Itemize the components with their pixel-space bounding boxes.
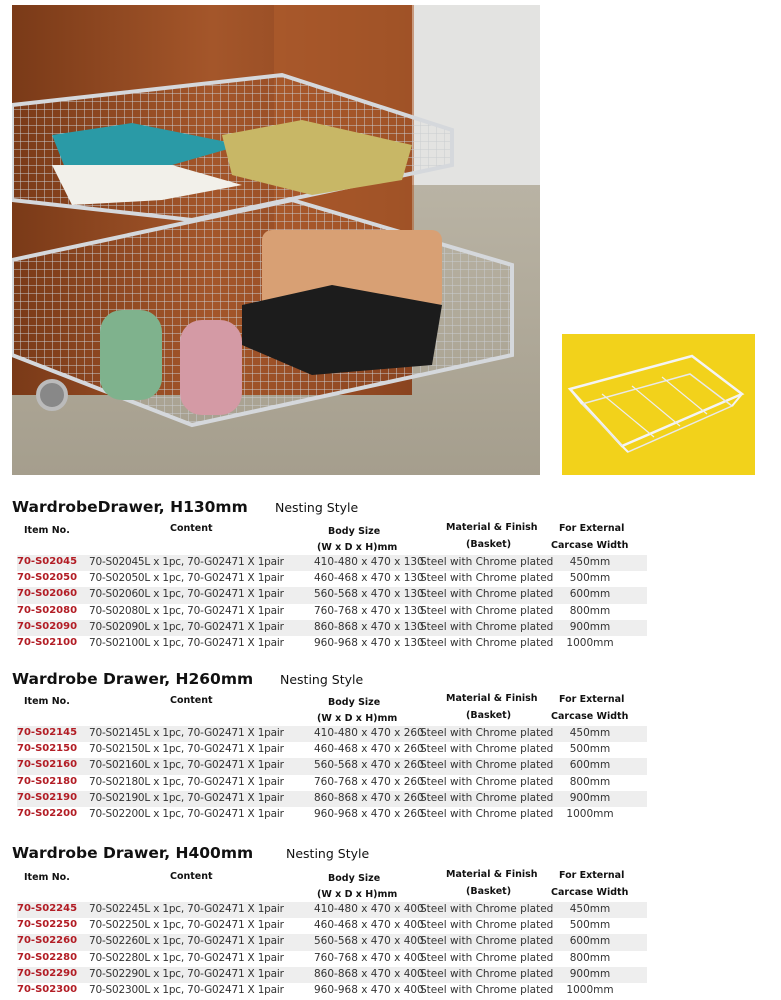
- item-no: 70-S02300: [17, 983, 78, 995]
- content-cell: 70-S02245L x 1pc, 70-G02471 X 1pair: [89, 903, 284, 915]
- header-item: Item No.: [24, 872, 70, 883]
- header-content: Content: [170, 871, 213, 882]
- item-no: 70-S02245: [17, 903, 78, 914]
- size-cell: 410-480 x 470 x 130: [314, 556, 424, 568]
- table-row: [17, 902, 647, 918]
- item-no: 70-S02280: [17, 951, 78, 963]
- item-no: 70-S02045: [17, 556, 78, 567]
- width-cell: 800mm: [569, 775, 611, 788]
- item-no: 70-S02060: [17, 588, 78, 600]
- content-cell: 70-S02080L x 1pc, 70-G02471 X 1pair: [89, 604, 284, 617]
- width-cell: 900mm: [569, 791, 611, 804]
- material-cell: Steel with Chrome plated: [420, 743, 554, 756]
- header-width-1: For External: [559, 694, 625, 705]
- width-cell: 600mm: [569, 935, 611, 948]
- material-cell: Steel with Chrome plated: [420, 919, 554, 932]
- item-no: 70-S02190: [17, 791, 78, 803]
- table-row: [17, 758, 647, 774]
- item-no: 70-S02100: [17, 636, 78, 648]
- content-cell: 70-S02150L x 1pc, 70-G02471 X 1pair: [89, 743, 284, 756]
- content-cell: 70-S02060L x 1pc, 70-G02471 X 1pair: [89, 588, 284, 601]
- table-row: [17, 620, 647, 636]
- width-cell: 900mm: [569, 620, 611, 633]
- header-material-2: (Basket): [466, 886, 512, 897]
- section-subtitle: Nesting Style: [280, 672, 364, 687]
- content-cell: 70-S02190L x 1pc, 70-G02471 X 1pair: [89, 791, 284, 804]
- width-cell: 900mm: [569, 967, 611, 980]
- content-cell: 70-S02250L x 1pc, 70-G02471 X 1pair: [89, 919, 284, 932]
- header-width-2: Carcase Width: [551, 711, 629, 722]
- content-cell: 70-S02045L x 1pc, 70-G02471 X 1pair: [89, 556, 284, 568]
- material-cell: Steel with Chrome plated: [420, 903, 554, 915]
- width-cell: 500mm: [569, 743, 611, 756]
- width-cell: 500mm: [569, 919, 611, 932]
- header-item: Item No.: [24, 525, 70, 536]
- content-cell: 70-S02090L x 1pc, 70-G02471 X 1pair: [89, 620, 284, 633]
- size-cell: 860-868 x 470 x 130: [314, 620, 424, 633]
- item-no: 70-S02250: [17, 919, 78, 931]
- wire-basket-illustration: [562, 334, 755, 475]
- width-cell: 450mm: [569, 556, 611, 568]
- content-cell: 70-S02290L x 1pc, 70-G02471 X 1pair: [89, 967, 284, 980]
- table-row: [17, 742, 647, 758]
- width-cell: 1000mm: [566, 983, 614, 996]
- section-title: Wardrobe Drawer, H400mm: [12, 844, 254, 862]
- content-cell: 70-S02050L x 1pc, 70-G02471 X 1pair: [89, 572, 284, 585]
- item-no: 70-S02200: [17, 807, 78, 819]
- table-row: [17, 636, 647, 652]
- content-cell: 70-S02280L x 1pc, 70-G02471 X 1pair: [89, 951, 284, 964]
- material-cell: Steel with Chrome plated: [420, 556, 554, 568]
- table-row: [17, 934, 647, 950]
- material-cell: Steel with Chrome plated: [420, 636, 554, 649]
- material-cell: Steel with Chrome plated: [420, 759, 554, 772]
- product-table: [17, 555, 647, 652]
- table-row: [17, 726, 647, 742]
- width-cell: 600mm: [569, 588, 611, 601]
- width-cell: 1000mm: [566, 636, 614, 649]
- width-cell: 600mm: [569, 759, 611, 772]
- header-material-1: Material & Finish: [446, 522, 538, 533]
- table-row: [17, 983, 647, 999]
- section-subtitle: Nesting Style: [286, 846, 370, 861]
- table-row: [17, 951, 647, 967]
- header-size-1: Body Size: [328, 526, 381, 537]
- header-material-1: Material & Finish: [446, 869, 538, 880]
- header-size-1: Body Size: [328, 697, 381, 708]
- header-size-2: (W x D x H)mm: [317, 542, 398, 553]
- wardrobe-drawers-illustration: [12, 5, 540, 475]
- material-cell: Steel with Chrome plated: [420, 620, 554, 633]
- size-cell: 560-568 x 470 x 260: [314, 759, 424, 772]
- width-cell: 800mm: [569, 604, 611, 617]
- size-cell: 560-568 x 470 x 400: [314, 935, 424, 948]
- item-no: 70-S02050: [17, 572, 78, 584]
- content-cell: 70-S02180L x 1pc, 70-G02471 X 1pair: [89, 775, 284, 788]
- content-cell: 70-S02145L x 1pc, 70-G02471 X 1pair: [89, 727, 284, 739]
- header-material-2: (Basket): [466, 539, 512, 550]
- item-no: 70-S02080: [17, 604, 78, 616]
- header-width-2: Carcase Width: [551, 540, 629, 551]
- width-cell: 450mm: [569, 727, 611, 739]
- size-cell: 860-868 x 470 x 260: [314, 791, 424, 804]
- table-row: [17, 775, 647, 791]
- table-row: [17, 918, 647, 934]
- material-cell: Steel with Chrome plated: [420, 604, 554, 617]
- material-cell: Steel with Chrome plated: [420, 807, 554, 820]
- content-cell: 70-S02300L x 1pc, 70-G02471 X 1pair: [89, 983, 284, 996]
- item-no: 70-S02160: [17, 759, 78, 771]
- section-subtitle: Nesting Style: [275, 500, 359, 515]
- width-cell: 500mm: [569, 572, 611, 585]
- material-cell: Steel with Chrome plated: [420, 967, 554, 980]
- content-cell: 70-S02100L x 1pc, 70-G02471 X 1pair: [89, 636, 284, 649]
- material-cell: Steel with Chrome plated: [420, 791, 554, 804]
- table-row: [17, 791, 647, 807]
- header-material-1: Material & Finish: [446, 693, 538, 704]
- header-size-1: Body Size: [328, 873, 381, 884]
- item-no: 70-S02290: [17, 967, 78, 979]
- header-size-2: (W x D x H)mm: [317, 713, 398, 724]
- header-width-1: For External: [559, 523, 625, 534]
- item-no: 70-S02090: [17, 620, 78, 632]
- section-title: WardrobeDrawer, H130mm: [12, 498, 248, 516]
- item-no: 70-S02260: [17, 935, 78, 947]
- width-cell: 450mm: [569, 903, 611, 915]
- item-no: 70-S02180: [17, 775, 78, 787]
- material-cell: Steel with Chrome plated: [420, 588, 554, 601]
- table-row: [17, 967, 647, 983]
- header-material-2: (Basket): [466, 710, 512, 721]
- size-cell: 760-768 x 470 x 400: [314, 951, 424, 964]
- size-cell: 460-468 x 470 x 260: [314, 743, 424, 756]
- material-cell: Steel with Chrome plated: [420, 935, 554, 948]
- size-cell: 860-868 x 470 x 400: [314, 967, 424, 980]
- material-cell: Steel with Chrome plated: [420, 572, 554, 585]
- material-cell: Steel with Chrome plated: [420, 983, 554, 996]
- size-cell: 960-968 x 470 x 130: [314, 636, 424, 649]
- width-cell: 800mm: [569, 951, 611, 964]
- product-table: [17, 902, 647, 999]
- section-title: Wardrobe Drawer, H260mm: [12, 670, 254, 688]
- header-size-2: (W x D x H)mm: [317, 889, 398, 900]
- size-cell: 460-468 x 470 x 400: [314, 919, 424, 932]
- size-cell: 960-968 x 470 x 400: [314, 983, 424, 996]
- content-cell: 70-S02260L x 1pc, 70-G02471 X 1pair: [89, 935, 284, 948]
- material-cell: Steel with Chrome plated: [420, 951, 554, 964]
- size-cell: 760-768 x 470 x 130: [314, 604, 424, 617]
- item-no: 70-S02150: [17, 743, 78, 755]
- table-row: [17, 571, 647, 587]
- table-row: [17, 604, 647, 620]
- main-product-photo: [12, 5, 540, 475]
- product-table: [17, 726, 647, 823]
- size-cell: 460-468 x 470 x 130: [314, 572, 424, 585]
- material-cell: Steel with Chrome plated: [420, 775, 554, 788]
- size-cell: 410-480 x 470 x 260: [314, 727, 424, 739]
- wire-basket-photo: [562, 334, 755, 475]
- size-cell: 410-480 x 470 x 400: [314, 903, 424, 915]
- table-row: [17, 587, 647, 603]
- header-content: Content: [170, 695, 213, 706]
- size-cell: 560-568 x 470 x 130: [314, 588, 424, 601]
- content-cell: 70-S02200L x 1pc, 70-G02471 X 1pair: [89, 807, 284, 820]
- header-width-2: Carcase Width: [551, 887, 629, 898]
- table-row: [17, 555, 647, 571]
- table-row: [17, 807, 647, 823]
- header-item: Item No.: [24, 696, 70, 707]
- size-cell: 960-968 x 470 x 260: [314, 807, 424, 820]
- width-cell: 1000mm: [566, 807, 614, 820]
- material-cell: Steel with Chrome plated: [420, 727, 554, 739]
- header-width-1: For External: [559, 870, 625, 881]
- header-content: Content: [170, 523, 213, 534]
- item-no: 70-S02145: [17, 727, 78, 738]
- size-cell: 760-768 x 470 x 260: [314, 775, 424, 788]
- content-cell: 70-S02160L x 1pc, 70-G02471 X 1pair: [89, 759, 284, 772]
